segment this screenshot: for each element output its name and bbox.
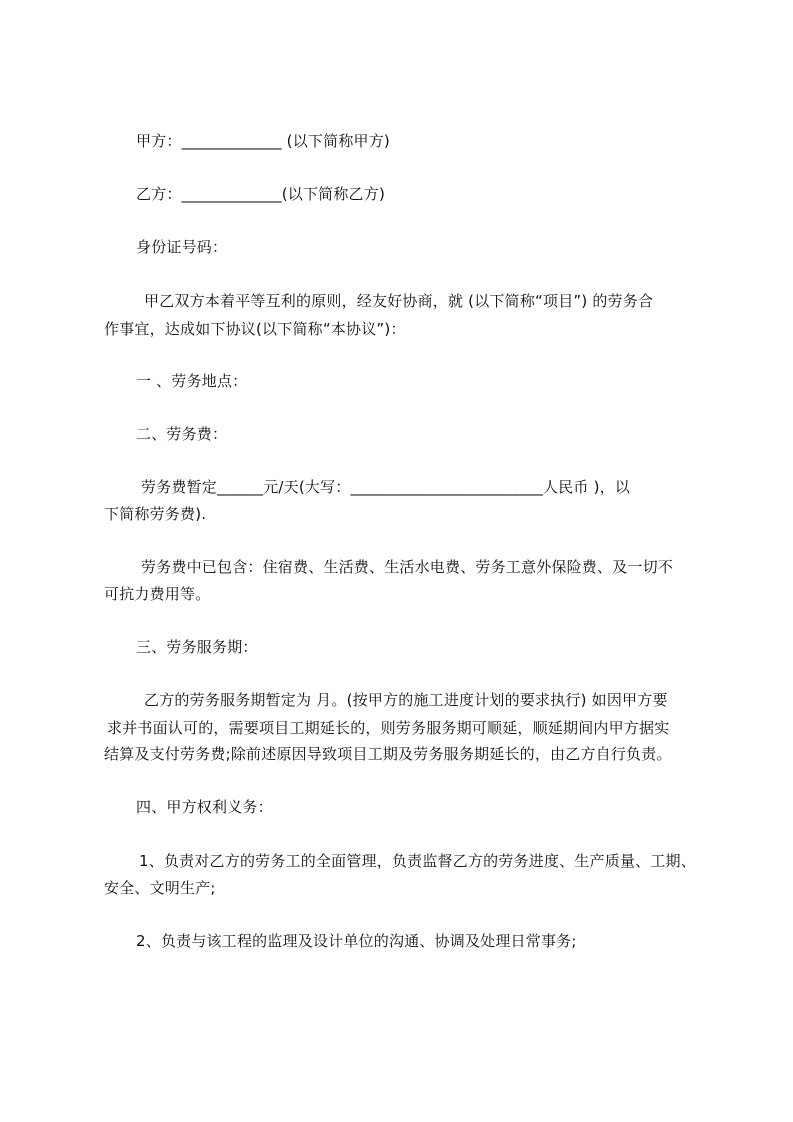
service-period-line-3: 结算及支付劳务费;除前述原因导致项目工期及劳务服务期延长的，由乙方自行负责。 bbox=[104, 745, 672, 763]
intro-line-2: 作事宜，达成如下协议(以下简称“本协议”)： bbox=[104, 320, 406, 338]
duty-2-line: 2、负责与该工程的监理及设计单位的沟通、协调及处理日常事务; bbox=[136, 932, 577, 950]
fee-line-2: 下简称劳务费). bbox=[104, 505, 207, 523]
fee-includes-line-2: 可抗力费用等。 bbox=[104, 585, 211, 603]
service-period-line-1: 乙方的劳务服务期暂定为 月。(按甲方的施工进度计划的要求执行) 如因甲方要 bbox=[144, 691, 668, 709]
party-a-line: 甲方：_____________ (以下简称甲方) bbox=[136, 132, 390, 150]
section-2-title: 二、劳务费： bbox=[136, 425, 228, 443]
fee-includes-line-1: 劳务费中已包含：住宿费、生活费、生活水电费、劳务工意外保险费、及一切不 bbox=[141, 558, 674, 576]
section-1-title: 一 、劳务地点： bbox=[136, 372, 248, 390]
id-number-line: 身份证号码： bbox=[136, 238, 228, 256]
party-b-line: 乙方：_____________(以下简称乙方) bbox=[136, 185, 386, 203]
duty-1-line-1: 1、负责对乙方的劳务工的全面管理，负责监督乙方的劳务进度、生产质量、工期、 bbox=[139, 852, 696, 870]
duty-1-line-2: 安全、文明生产; bbox=[104, 879, 216, 897]
fee-line-1: 劳务费暂定______元/天(大写：_________________________人民币 )，以 bbox=[141, 478, 631, 496]
service-period-line-2: 求并书面认可的，需要项目工期延长的，则劳务服务期可顺延，顺延期间内甲方据实 bbox=[107, 719, 670, 737]
section-4-title: 四、甲方权利义务： bbox=[136, 798, 273, 816]
section-3-title: 三、劳务服务期： bbox=[136, 638, 258, 656]
intro-line-1: 甲乙双方本着平等互利的原则，经友好协商，就 (以下简称“项目”) 的劳务合 bbox=[144, 292, 654, 310]
